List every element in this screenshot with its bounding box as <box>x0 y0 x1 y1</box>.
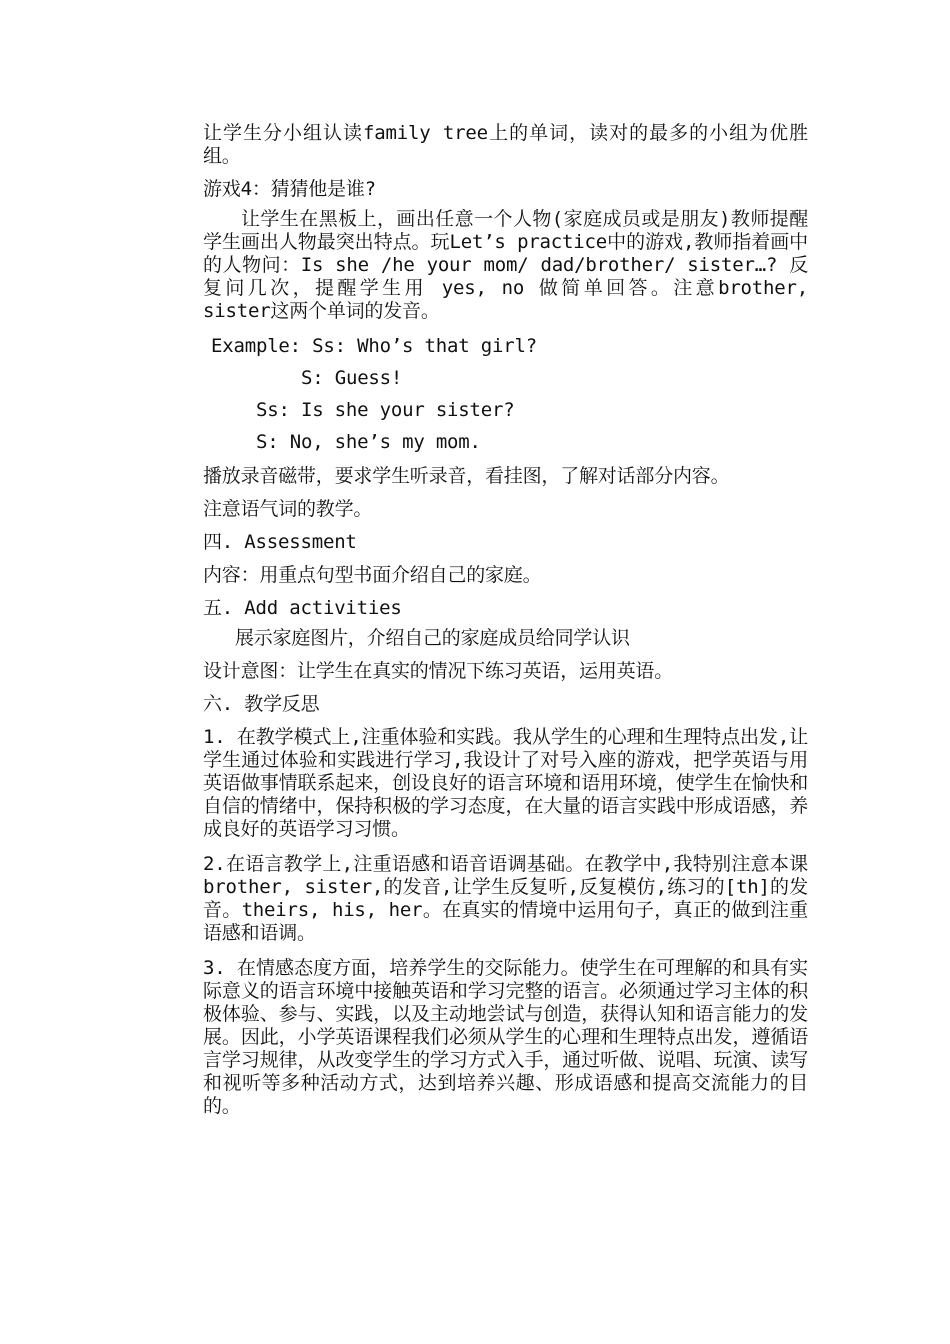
example-line-1: Example: Ss: Who’s that girl? <box>211 335 537 357</box>
tone-note: 注意语气词的教学。 <box>203 498 373 520</box>
section-add-activities-heading: 五. Add activities <box>203 597 402 619</box>
group-reading-paragraph: 让学生分小组认读family tree上的单词，读对的最多的小组为优胜组。 <box>203 122 808 167</box>
assessment-content: 内容：用重点句型书面介绍自己的家庭。 <box>203 564 542 586</box>
design-intent: 设计意图：让学生在真实的情况下练习英语，运用英语。 <box>203 660 674 682</box>
example-line-4: S: No, she’s my mom. <box>256 431 481 453</box>
reflection-paragraph-1: 1. 在教学模式上,注重体验和实践。我从学生的心理和生理特点出发,让学生通过体验和实践进行学习,我设计了对号入座的游戏，把学英语与用英语做事情联系起来，创设良好的语言环境和语用环境，使学生在愉快和自信的情绪中，保持积极的学习态度，在大量的语言实践中形成语感，养成良好的英语学习习惯。 <box>203 726 808 840</box>
document-body <box>203 122 808 1118</box>
section-reflection-heading: 六. 教学反思 <box>203 693 320 715</box>
example-line-3: Ss: Is she your sister? <box>256 399 515 421</box>
reflection-paragraph-3: 3. 在情感态度方面，培养学生的交际能力。使学生在可理解的和具有实际意义的语言环境中接触英语和学习完整的语言。必须通过学习主体的积极体验、参与、实践，以及主动地尝试与创造，获得认知和语言能力的发展。因此，小学英语课程我们必须从学生的心理和生理特点出发，遵循语言学习规律，从改变学生的学习方式入手，通过听做、说唱、玩演、读写和视听等多种活动方式，达到培养兴趣、形成语感和提高交流能力的目的。 <box>203 957 808 1117</box>
game4-description: 让学生在黑板上，画出任意一个人物(家庭成员或是朋友)教师提醒学生画出人物最突出特点。玩Let’s practice中的游戏,教师指着画中的人物问：Is she /he your mom/ dad/brother/ sister…? 反复问几次，提醒学生用 yes, no 做简单回答。注意brother, sister这两个单词的发音。 <box>203 208 808 322</box>
example-dialogue <box>203 330 808 458</box>
section-assessment-heading: 四. Assessment <box>203 531 357 553</box>
reflection-paragraph-2: 2.在语言教学上,注重语感和语音语调基础。在教学中,我特别注意本课brother, sister,的发音,让学生反复听,反复模仿,练习的[th]的发音。theirs, his, her。在真实的情境中运用句子，真正的做到注重语感和语调。 <box>203 853 808 944</box>
listening-instruction: 播放录音磁带，要求学生听录音，看挂图，了解对话部分内容。 <box>203 465 730 487</box>
game4-heading: 游戏4：猜猜他是谁? <box>203 178 376 200</box>
add-activities-content: 展示家庭图片，介绍自己的家庭成员给同学认识 <box>235 627 630 649</box>
example-line-2: S: Guess! <box>301 367 403 389</box>
